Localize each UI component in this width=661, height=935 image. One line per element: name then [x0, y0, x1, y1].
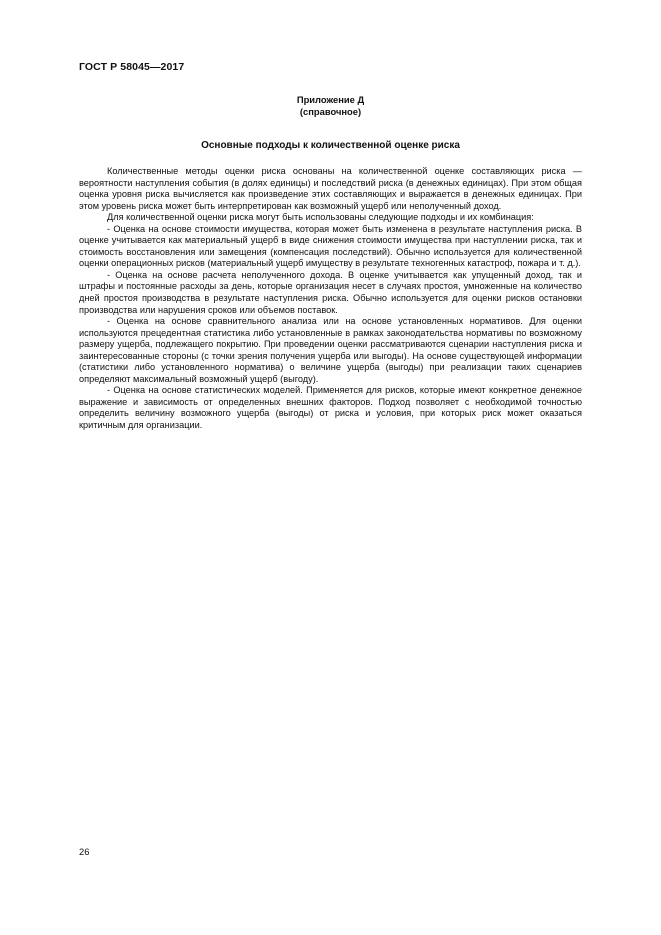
- paragraph-intro: Количественные методы оценки риска основаны на количественной оценке составляющих риска — вероятности наступления события (в долях единицы) и последствий риска (в денежных единицах). При этом общая оценка уровня риска вычисляется как произведение этих составляющих и выражается в денежных единицах. При этом уровень риска может быть интерпретирован как возможный ущерб или неполученный доход.: [79, 166, 582, 211]
- appendix-title: Приложение Д: [296, 94, 365, 105]
- paragraph-comparative-analysis: - Оценка на основе сравнительного анализа или на основе установленных нормативов. Для оценки используются прецедентная статистика либо установленные в рамках законодательства нормативы по возможному размеру ущерба, подлежащего покрытию. При проведении оценки рассматриваются сценарии наступления риска и заинтересованные стороны (с точки зрения получения ущерба или выгоды). На основе существующей информации (статистики либо установленного норматива) о величине ущерба (выгоды) при реализации таких сценариев определяют максимальный возможный ущерб (выгоду).: [79, 316, 582, 384]
- appendix-heading: [79, 94, 582, 118]
- paragraph-lost-income: - Оценка на основе расчета неполученного дохода. В оценке учитывается как упущенный доход, так и штрафы и постоянные расходы за день, которые организация несет в случаях простоя, умноженные на количество дней простоя производства в результате наступления риска. Обычно используется для оценки рисков остановки производства или нарушения сроков или объемов поставок.: [79, 269, 582, 315]
- body-text: [79, 166, 582, 432]
- paragraph-property-value: - Оценка на основе стоимости имущества, которая может быть изменена в результате наступления риска. В оценке учитывается как материальный ущерб в виде снижения стоимости имущества при наступлении риска, так и стоимость восстановления или замещения (компенсация последствий). Обычно используется для количественной оценки операционных рисков (материальный ущерб имуществу в результате техногенных катастроф, пожара и т. д.).: [79, 223, 582, 269]
- paragraph-approaches-lead: Для количественной оценки риска могут быть использованы следующие подходы и их комбинация:: [107, 212, 534, 223]
- section-title: Основные подходы к количественной оценке риска: [201, 140, 460, 151]
- standard-code: ГОСТ Р 58045—2017: [79, 61, 185, 73]
- appendix-type: (справочное): [299, 106, 362, 117]
- paragraph-statistical-models: - Оценка на основе статистических моделей. Применяется для рисков, которые имеют конкретное денежное выражение и зависимость от определенных внешних факторов. Подход позволяет с необходимой точностью определить величину возможного ущерба (выгоды) от риска и условия, при которых риск может оказаться критичным для организации.: [79, 385, 582, 431]
- page-number: 26: [79, 846, 90, 857]
